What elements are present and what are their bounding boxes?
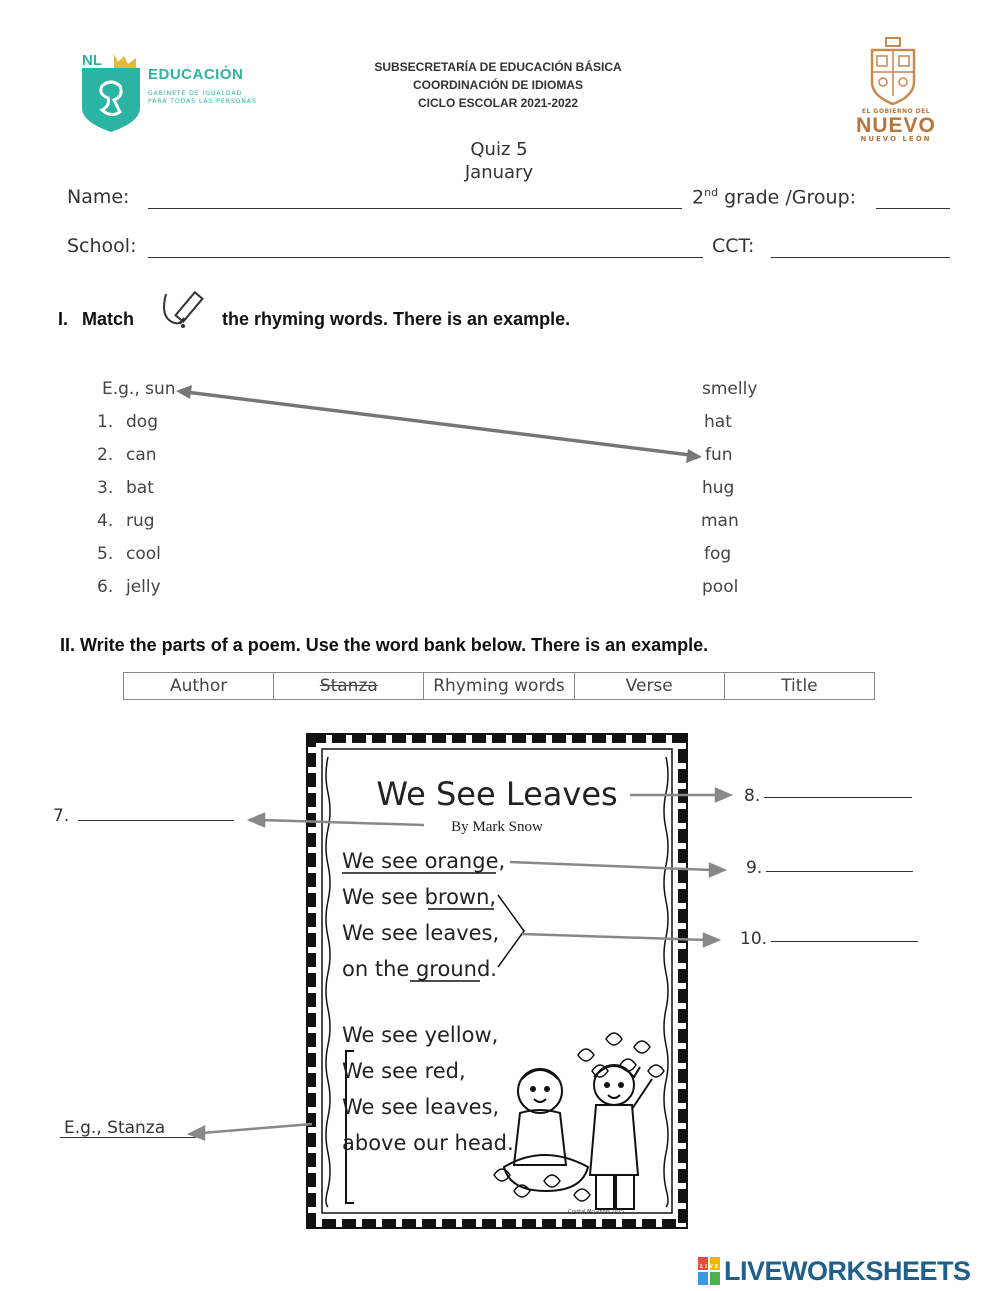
cct-label: CCT: [712, 235, 755, 257]
match-right-smelly[interactable]: smelly [702, 379, 758, 399]
match-left-word-1[interactable]: dog [126, 412, 158, 432]
match-left-num-2: 2. [97, 445, 114, 465]
section1-title-a: Match [82, 309, 135, 329]
education-logo-tagline-1: GABINETE DE IGUALDAD [148, 90, 243, 97]
answer-10-label: 10. [740, 929, 768, 949]
name-field[interactable] [148, 208, 682, 209]
poem-byline: By Mark Snow [451, 819, 543, 835]
header-line-2: COORDINACIÓN DE IDIOMAS [412, 78, 583, 92]
match-right-fog[interactable]: fog [704, 544, 732, 564]
match-left-word-5[interactable]: cool [126, 544, 161, 564]
poem-s2-l4: above our head. [342, 1131, 514, 1155]
grade-sup: nd [704, 186, 719, 199]
answer-10-field[interactable] [771, 941, 918, 942]
school-label: School: [67, 235, 137, 257]
education-logo [80, 52, 260, 134]
match-left-num-6: 6. [97, 577, 114, 597]
grade-base: 2 [692, 186, 705, 209]
poem-s1-l4: on the ground. [342, 957, 497, 981]
match-left-num-3: 3. [97, 478, 114, 498]
answer-7-label: 7. [53, 806, 70, 826]
poem-card [306, 733, 688, 1229]
match-left-num-4: 4. [97, 511, 114, 531]
liveworksheets-brand: LIVEWORKSHEETS [724, 1255, 971, 1286]
match-right-pool[interactable]: pool [702, 577, 739, 597]
match-left-example: E.g., sun [102, 379, 176, 399]
header-line-3: CICLO ESCOLAR 2021-2022 [417, 96, 579, 110]
liveworksheets-badge-text: LIVE [700, 1264, 721, 1270]
word-bank-author: Author [124, 673, 274, 699]
section2-title: II. Write the parts of a poem. Use the word bank below. There is an example. [60, 635, 709, 655]
poem-s1-l3: We see leaves, [342, 921, 500, 945]
name-label: Name: [67, 186, 130, 208]
word-bank-verse: Verse [575, 673, 725, 699]
poem-credit: Crystal McGinnis 2015 [568, 1209, 625, 1215]
poem-s1-l1: We see orange, [342, 849, 506, 873]
match-right-hat[interactable]: hat [704, 412, 732, 432]
match-left-num-5: 5. [97, 544, 114, 564]
nuevo-leon-line-2: NUEVO [856, 114, 936, 137]
group-field[interactable] [876, 208, 950, 209]
quiz-title: Quiz 5 [470, 139, 528, 160]
poem-s2-l1: We see yellow, [342, 1023, 499, 1047]
nuevo-leon-logo [846, 36, 946, 146]
match-left-word-6[interactable]: jelly [126, 577, 161, 597]
match-right-man[interactable]: man [701, 511, 739, 531]
nuevo-leon-line-3: NUEVO LEÓN [860, 135, 932, 143]
education-logo-tagline-2: PARA TODAS LAS PERSONAS [148, 98, 257, 105]
word-bank-title: Title [781, 676, 818, 696]
word-bank-rhyming-words: Rhyming words [424, 673, 574, 699]
school-field[interactable] [148, 257, 703, 258]
match-left-word-3[interactable]: bat [126, 478, 154, 498]
match-left-word-2[interactable]: can [126, 445, 157, 465]
answer-8-label: 8. [744, 786, 761, 806]
nuevo-leon-line-1: EL GOBIERNO DEL [861, 108, 931, 115]
grade-label [692, 186, 856, 208]
answer-example-line [60, 1137, 196, 1138]
header-line-1: SUBSECRETARÍA DE EDUCACIÓN BÁSICA [374, 60, 622, 74]
answer-9-field[interactable] [766, 871, 913, 872]
match-right-hug[interactable]: hug [702, 478, 735, 498]
answer-8-field[interactable] [764, 797, 912, 798]
pencil-icon [158, 288, 210, 332]
education-logo-name: EDUCACIÓN [148, 66, 244, 83]
word-bank [123, 672, 875, 700]
poem-s2-l3: We see leaves, [342, 1095, 500, 1119]
match-right-fun[interactable]: fun [705, 445, 733, 465]
answer-example: E.g., Stanza [64, 1118, 166, 1138]
answer-7-field[interactable] [78, 820, 234, 821]
match-left-word-4[interactable]: rug [126, 511, 155, 531]
answer-9-label: 9. [746, 858, 763, 878]
coat-of-arms-icon [866, 36, 920, 106]
poem-s1-l2: We see brown, [342, 885, 497, 909]
poem-s2-l2: We see red, [342, 1059, 466, 1083]
match-left-num-1: 1. [97, 412, 114, 432]
header-lines [330, 58, 666, 112]
liveworksheets-logo [698, 1256, 971, 1286]
cct-field[interactable] [771, 257, 950, 258]
poem-title: We See Leaves [376, 775, 618, 813]
education-logo-brand: NL [82, 52, 102, 69]
section1-title-b: the rhyming words. There is an example. [222, 309, 571, 329]
quiz-month: January [464, 162, 534, 183]
grade-rest: grade /Group: [718, 186, 857, 209]
liveworksheets-badge-icon [698, 1257, 720, 1285]
section1-roman: I. [58, 309, 69, 329]
word-bank-stanza: Stanza [274, 673, 424, 699]
